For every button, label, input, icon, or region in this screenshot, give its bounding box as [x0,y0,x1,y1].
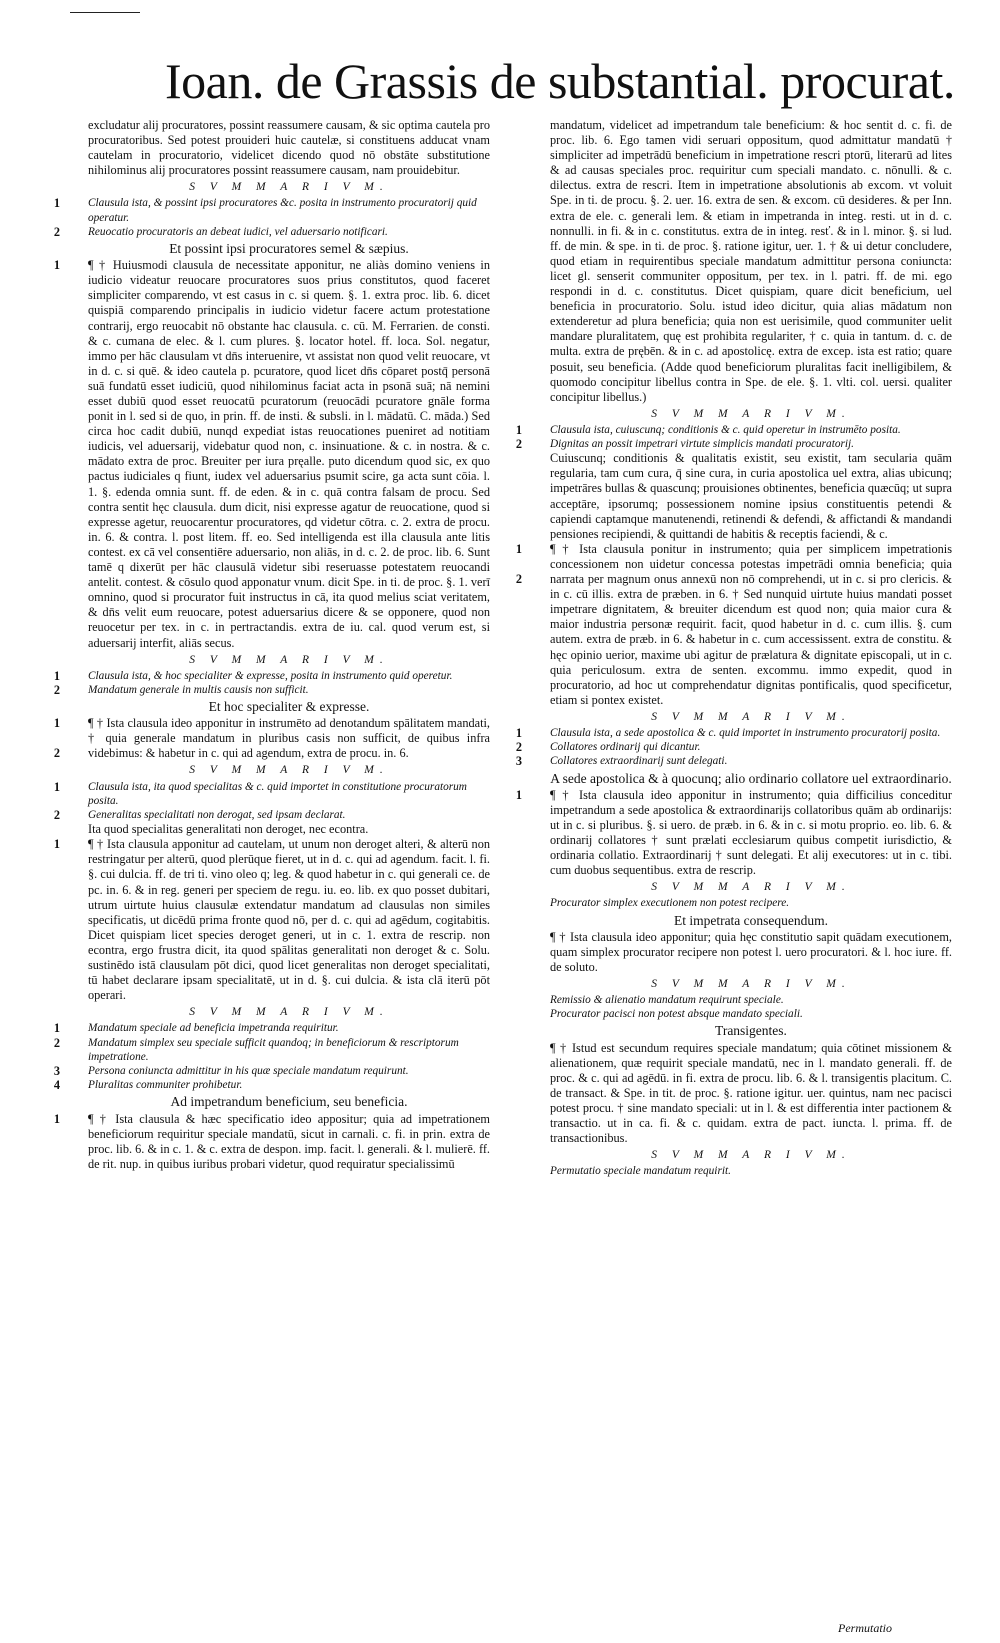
left-block [50,716,490,761]
paragraph: ¶ † Ista clausula ideo apponitur in instrumento; quia difficilius conceditur impetrandum a sede apostolica & extraordinarijs collatoribus quām ab ordinarijs: ut in c. si pluribus. §. si uero. de præb. in 6. & in c. si motu proprio. eo. lib. 6. & ordinarij collatores † sunt prælati ecclesiarum quibus competit iurisdictio, & ordinaria collatio. Extraordinarij † sunt delegati. Et alij executores: ut in c. tibi. cum duobus sequentibus. extra de rescrip. [550,787,952,878]
section-heading: Transigentes. [715,1023,787,1039]
margin-number: 3 [515,754,523,769]
margin-number: 4 [53,1078,61,1093]
left-block [50,196,490,224]
right-block [512,740,952,754]
margin-number: 1 [53,668,61,683]
summarium-heading: S V M M A R I V M. [189,764,389,777]
margin-number: 1 [515,541,523,556]
summary-item: Pluralitas communiter prohibetur. [88,1079,243,1092]
right-column [512,118,952,1178]
summary-item: Procurator simplex executionem non potest recipere. [550,897,790,910]
left-block [50,763,490,778]
summary-item: Procurator pacisci non potest absque mandato speciali. [550,1008,803,1021]
right-block [512,542,952,708]
left-block [50,1021,490,1035]
section-heading: Et impetrata consequendum. [673,912,829,928]
summarium-heading: S V M M A R I V M. [651,881,851,894]
margin-number: 1 [53,716,61,731]
paragraph: Cuiuscunq; conditionis & qualitatis existit, seu existit, tam secularia quām regularia, tam cum cura, q̄ sine cura, in curia apostolica uel extra, alias ubicunq; impetrāres bullas & quascunq; prouisiones obtinentes, beneficia quæcūq; ut supra acceptāre, ipsorumq; possessionem nomine ipsius constituentis petendi & capiendi captamque manutenendi, retinendi & defendi, & affictandi & mandandi pensiones recipiendi, & quittandi de habitis & receptis faciendi, & c. [550,451,952,541]
margin-number: 3 [53,1064,61,1079]
paragraph: ¶ † Ista clausula apponitur ad cautelam, ut unum non deroget alteri, & alterū non restringatur per alterū, quod plerūque fieret, ut in d. c. qui ad agendum. facit. l. fi. §. cui dulcia. ff. de tri ti. vino oleo q; leg. & quod habetur in c. qui generali ce. de pc. in. 6. & in reg. generi per speciem de regu. iu. eo. lib. ex quo posset dubitari, utrum uirtute huius clausulæ extendatur mandatum ad clausulas non similes specificatis, ut dicēdū prima fronte quod nō, per d. c. qui ad agēdum, cogitabitis. Dicet quispiam licet species deroget generi, ut in c. 1. extra de rescrip. non econtra, ergo frustra dicit, ita quod spālitas generalitati non deroget & c. Solu. sustinēdo istā clausulam pōt dici, quod licet generalitas non deroget specialitati, tū habet declarare ipsam specialitatē, ut in d. §. cui dulcia. & ista clā iterū pōt operari. [88,837,490,1003]
margin-number: 2 [53,682,61,697]
left-block [50,1078,490,1092]
paragraph: ¶ † Istud est secundum requires speciale mandatum; quia cōtinet missionem & alienationem, quæ requirit speciale mandatū, nec in l. mandato generali. ff. de proc. & c. qui ad agēdū. in fi. extra de procu. lib. 6. & l. transigentis placitum. C. de transact. & Spe. in tit. de proc. §. ratione igitur. uer. quintus, nam nec pacisci potest procu. † sine mandato speciali: ut in l. & est differentia inter pactionem & transactio. ut in ca. fi. & c. quidam. extra de pact. iuncta. l. prima. ff. de transactionibus. [550,1040,952,1146]
right-block [512,1148,952,1163]
margin-number: 2 [53,746,61,761]
right-block [512,754,952,768]
margin-number: 2 [53,1035,61,1050]
right-block [512,1007,952,1021]
margin-number: 2 [515,740,523,755]
margin-number: 1 [515,422,523,437]
margin-number: 2 [53,224,61,239]
summarium-heading: S V M M A R I V M. [651,407,851,420]
margin-number: 1 [53,258,61,273]
left-block [50,669,490,683]
summarium-heading: S V M M A R I V M. [651,1149,851,1162]
summary-item: Clausula ista, a sede apostolica & c. quid importet in instrumento procuratorij posita. [550,726,941,739]
right-block [512,930,952,975]
right-block [512,993,952,1007]
margin-number: 2 [515,437,523,452]
right-block [512,726,952,740]
summarium-heading: S V M M A R I V M. [189,1006,389,1019]
top-rule [70,12,140,13]
left-block [50,699,490,714]
left-block [50,241,490,256]
right-block [512,913,952,928]
right-block [512,896,952,910]
left-block [50,822,490,837]
summary-item: Dignitas an possit impetrari virtute simplicis mandati procuratorij. [550,438,854,451]
right-block [512,407,952,422]
margin-number: 1 [515,787,523,802]
summary-item: Clausula ista, ita quod specialitas & c. quid importet in constitutione procuratorum posita. [88,780,467,807]
left-block [50,1036,490,1064]
right-block [512,451,952,542]
left-block [50,653,490,668]
right-block [512,977,952,992]
paragraph: ¶ † Ista clausula & hæc specificatio ideo appositur; quia ad impetrationem beneficiorum requiritur speciale mandatū, sicut in carnali. c. fi. in prin. extra de proc. lib. 6. & in c. 1. & c. extra de despon. imp. facit. l. generali. & l. mulierē. ff. de rit. nup. in quibus iuribus probari videtur, quod requiratur specialissimū [88,1111,490,1171]
left-block [50,808,490,822]
summary-item: Persona coniuncta admittitur in his quæ speciale mandatum requirunt. [88,1065,409,1078]
margin-number: 1 [53,196,61,211]
summary-item: Reuocatio procuratoris an debeat iudici, vel aduersario notificari. [88,225,388,238]
summary-item: Permutatio speciale mandatum requirit. [550,1165,731,1178]
summary-item: Clausula ista, & possint ipsi procuratores &c. posita in instrumento procuratorij quid operatur. [88,197,477,224]
left-block [50,258,490,650]
right-block [512,710,952,725]
right-block [512,880,952,895]
paragraph: ¶ † Ista clausula ideo apponitur in instrumēto ad denotandum spālitatem mandati, † quia generale mandatum in pluribus casis non sufficit, de quibus infra videbimus: & habetur in c. qui ad agendum, extra de procu. in. 6. [88,716,490,761]
right-block [512,771,952,786]
right-block [512,1023,952,1038]
summary-item: Mandatum generale in multis causis non sufficit. [88,683,309,696]
summary-item: Mandatum speciale ad beneficia impetranda requiritur. [88,1022,339,1035]
right-block [512,788,952,879]
paragraph: ¶ † Huiusmodi clausula de necessitate apponitur, ne aliàs domino veniens in iudicio videatur reuocare procuratores suos prius constitutos, quod faceret simpliciter comparendo, vt est casus in c. si quem. §. 1. extra proc. lib. 6. dicet quispiā comparendo principalis in iudicio videtur facere actum protestatione contrarij, ergo reuocabit nō obstante hac clausula. c. cū. M. Ferrarien. de consti. & c. cumana de elec. & l. cum plures. §. locator hotel. ff. loca. Sol. negatur, immo per hāc clausulam vt dn̄s interuenire, vt assistat non quod velit reuocare, vt in d. c. si quē. & ideo cautela p. pcuratore, quod licet dn̄s cōparet postq̄ personā suā fundatū esset iudiciū, quod nihilominus faciat acta in psonā suā; nā nemini esset dubiū quod esset reuocatū pcuratorum (reuocādi pcuratore gnāle forma ponit in l. sed si de quo, in prin. ff. de insti. & subsli. in l. mādatū. C. māda.) Sed circa hoc cadit dubiū, nunqd expediat istas reuocationes pueniret ad notitiam iudicis, vel aduersarij, videbatur quod non, c. insinuatione. & c. in nostra. & c. mādato extra de proc. Breuiter per iura pręalle. puto dicendum quod sic, ex quo pactus iudiciales q fiunt, iudex vel aduersarius psumit scire, ga acta sunt cōia. l. 1. §. edenda omnia sunt. ff. de eden. & in c. quā contra falsam de procu. Sed contra sentit hęc clausula. dum dicit, nisi expresse agatur de reuocatione, quod si expresse agetur, reuocarentur procuratores, qd videtur cōtra. c. 2. extra de procu. in. 6. & contra. l. post litem. ff. eo. Sed intelligenda est illa clausula ante litis contest. ex cā vel consentiēre aduersario, non aliās, in d. c. 2. de proc. lib. 6. Sunt tamē q dixerūt per hāc clausulā videtur sibi reseruasse potestatem reuocandi antelit. contest. & cōsulo quod apponatur vnum. dicit Spe. in ti. de proc. §. 1. verī omnino, quod si procurator fuit instructus in cā, ita quod melius sciat veritatem, & dn̄s velit eum reuocare, potest aduersarius dicere & se opponere, quod non reuocetur per tex. in c. in pertractandis. extra de iu. cal. quod verum est, si aduersarij interfit, aliās secus. [88,258,490,650]
summary-item: Generalitas specialitati non derogat, sed ipsam declarat. [88,808,346,821]
margin-number: 2 [515,571,523,586]
summarium-heading: S V M M A R I V M. [189,181,389,194]
paragraph: Ita quod specialitas generalitati non deroget, nec econtra. [88,822,369,837]
right-block [512,1041,952,1147]
left-block [50,837,490,1003]
left-block [50,180,490,195]
margin-number: 2 [53,807,61,822]
left-block [50,225,490,239]
margin-number: 1 [53,837,61,852]
summary-item: Mandatum simplex seu speciale sufficit quandoq; in beneficiorum & rescriptorum impetratione. [88,1036,459,1063]
paragraph: mandatum, videlicet ad impetrandum tale beneficium: & hoc sentit d. c. fi. de proc. lib. 6. Ego tamen vidi seruari oppositum, quod admittatur mandatū † simpliciter ad impetrādū beneficium in impetratione rescri ptorū, literarū ad lites & ad causas speciales proc. requiritur cum speciali mandato. c. nōnulli. & c. dilectus. extra de rescri. Item in impetratione absolutionis ab excom. vt voluit Spe. in ti. de procu. §. 2. uer. 16. extra de sen. & excom. cū desideres. & per Inn. extra de ele. c. generali lem. & etiam in impetranda in integ. resti. ut in d. c. nonnulli. in fi. & in c. constitutus. extra de in integ. resť. & in l. minor. §. si lud. ff. de min. & spe. in ti. de proc. §. ratione igitur, uer. 1. † & ui detur concludere, quod etiam in requirentibus speciale mandatum admittitur persona coniuncta: licet gl. senserit communiter oppositum, per tex. in l. patri. ff. de mi. ego respondi in d. c. constitutus. Dicet quispiam, quare dicit beneficium, uel beneficia in procuratorio. Solu. istud ideo dicitur, quia alias mādatum non extenderetur ad plura beneficia; quia non est uerisimile, quod communiter uelit mandare pluralitatem, quę est prohibita regulariter, † c. quia in tantum. d. c. de multa. extra de prębēn. & in c. ad apostolicę. extra de excep. ista est ratio; quare posuit, seu beneficia. (Adde quod beneficiorum pluralitas facit inelligibilem, & quomodo concipitur libellus contra in Spe. de ele. §. 1. vlti. col. uersi. qualiter concipitur libellus.) [550,118,952,404]
margin-number: 1 [515,725,523,740]
paragraph: ¶ † Ista clausula ponitur in instrumento; quia per simplicem impetrationis concessionem non uidetur concessa potestas impetrādi omnia beneficia; quia narrata per magnum onus annexū non nō comprehendi, ut in c. si pro clericis. & in c. cū illis. extra de præben. in 6. † Sed nunquid uirtute huius mandati posset impetrare dignitatem, & breuiter dicendum est quod non; quia maior cura & maior industria personæ requirit. facit, quod habetur in d. c. cum illis. §. cum autem. extra de præb. in 6. & habetur in c. cum accessissent. extra de constitu. & hęc opinio uerior, maxime ubi agitur de prælatura & dignitate episcopali, ut in c. quia periculosum. extra de senten. excommu. immo expedit, quod in procuratorio, ad hoc ut comprehendatur dignitas pontificalis, quod specificetur, etiam si pontex existet. [550,541,952,707]
left-block [50,780,490,808]
summarium-heading: S V M M A R I V M. [189,653,389,666]
right-block [512,118,952,405]
summarium-heading: S V M M A R I V M. [651,977,851,990]
summary-item: Collatores extraordinarij sunt delegati. [550,755,728,768]
section-heading: Et possint ipsi procuratores semel & sæpius. [169,241,409,257]
right-block [512,437,952,451]
left-block [50,1064,490,1078]
summary-item: Collatores ordinarij qui dicantur. [550,741,701,754]
left-block [50,1005,490,1020]
left-block [50,683,490,697]
margin-number: 1 [53,1111,61,1126]
running-head: Ioan. de Grassis de substantial. procurat. [165,53,955,109]
paragraph: ¶ † Ista clausula ideo apponitur; quia hęc constitutio sapit quādam executionem, quam simplex procurator recipere non potest l. uero procuratori. & l. hoc iure. ff. de soluto. [550,929,952,974]
section-heading: Ad impetrandum beneficium, seu beneficia. [170,1094,408,1110]
summarium-heading: S V M M A R I V M. [651,710,851,723]
left-block [50,1094,490,1109]
left-column [50,118,490,1172]
paragraph: excludatur alij procuratores, possint reassumere causam, & sic optima cautela pro procuratoribus. Sed potest prouideri huic cautelæ, si constituens adducat vnam cautelam in procuratorio, videlicet dicendo quod nō obstāte substitutione nihilominus alij procuratores possint reassumere causam, nam prouidebitur. [88,118,490,178]
margin-number: 1 [53,779,61,794]
right-block [512,423,952,437]
summary-item: Remissio & alienatio mandatum requirunt speciale. [550,994,784,1006]
section-heading: A sede apostolica & à quocunq; alio ordinario collatore uel extraordinario. [550,770,952,786]
left-block [50,1112,490,1172]
summary-item: Clausula ista, cuiuscunq; conditionis & c. quid operetur in instrumēto posita. [550,423,901,436]
section-heading: Et hoc specialiter & expresse. [208,699,370,715]
summary-item: Clausula ista, & hoc specialiter & expresse, posita in instrumento quid operetur. [88,669,453,682]
margin-number: 1 [53,1021,61,1036]
left-block [50,118,490,178]
catchword: Permutatio [838,1621,892,1635]
right-block [512,1164,952,1178]
